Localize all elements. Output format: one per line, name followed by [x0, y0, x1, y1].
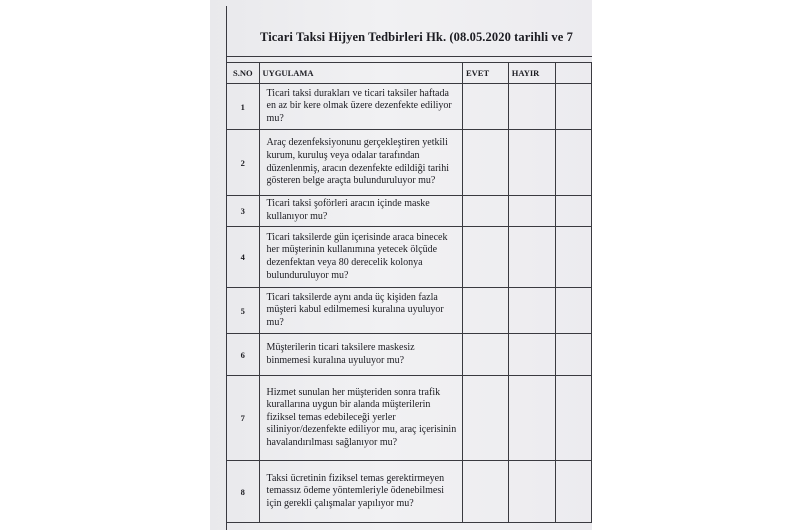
column-header-evet: EVET — [463, 63, 509, 84]
document-title: Ticari Taksi Hijyen Tedbirleri Hk. (08.05.2020 tarihli ve 7 — [260, 30, 573, 44]
evet-checkbox-cell[interactable] — [463, 376, 509, 461]
evet-checkbox-cell[interactable] — [463, 288, 509, 334]
evet-checkbox-cell[interactable] — [463, 334, 509, 376]
row-question: Hizmet sunulan her müşteriden sonra trafik kurallarına uygun bir alanda müşterilerin fiziksel temas edebileceği yerler siliniyor/dezenfekte ediliyor mu, araç içerisinin havalandırılması sağlanıyor mu? — [259, 376, 462, 461]
evet-checkbox-cell[interactable] — [463, 227, 509, 288]
row-number: 6 — [227, 334, 260, 376]
evet-checkbox-cell[interactable] — [463, 461, 509, 523]
extra-cell — [555, 84, 591, 130]
row-question: Ticari taksi şoförleri aracın içinde maske kullanıyor mu? — [259, 196, 462, 227]
column-header-extra — [555, 63, 591, 84]
extra-cell — [555, 334, 591, 376]
table-row — [227, 288, 592, 334]
row-number: 3 — [227, 196, 260, 227]
hayir-checkbox-cell[interactable] — [508, 288, 555, 334]
row-number: 2 — [227, 130, 260, 196]
table-row — [227, 84, 592, 130]
row-number: 4 — [227, 227, 260, 288]
row-question: Ticari taksilerde gün içerisinde araca binecek her müşterinin kullanımına yetecek ölçüde dezenfektan veya 80 derecelik kolonya bulunduruluyor mu? — [259, 227, 462, 288]
row-question: Araç dezenfeksiyonunu gerçekleştiren yetkili kurum, kuruluş veya odalar tarafından düzenlenmiş, aracın dezenfekte edildiği tarihi gösteren belge araçta bulunduruluyor mu? — [259, 130, 462, 196]
column-header-uygulama: UYGULAMA — [259, 63, 462, 84]
table-row — [227, 461, 592, 523]
hayir-checkbox-cell[interactable] — [508, 227, 555, 288]
hayir-checkbox-cell[interactable] — [508, 130, 555, 196]
title-underline — [226, 56, 592, 57]
table-row — [227, 227, 592, 288]
row-question: Müşterilerin ticari taksilere maskesiz binmemesi kuralına uyuluyor mu? — [259, 334, 462, 376]
extra-cell — [555, 376, 591, 461]
column-header-hayir: HAYIR — [508, 63, 555, 84]
table-row — [227, 130, 592, 196]
table-row — [227, 334, 592, 376]
row-number: 5 — [227, 288, 260, 334]
row-number: 7 — [227, 376, 260, 461]
extra-cell — [555, 288, 591, 334]
hayir-checkbox-cell[interactable] — [508, 376, 555, 461]
evet-checkbox-cell[interactable] — [463, 84, 509, 130]
hayir-checkbox-cell[interactable] — [508, 334, 555, 376]
extra-cell — [555, 130, 591, 196]
checklist-table — [226, 62, 592, 523]
row-question: Ticari taksi durakları ve ticari taksiler haftada en az bir kere olmak üzere dezenfekte ediliyor mu? — [259, 84, 462, 130]
evet-checkbox-cell[interactable] — [463, 130, 509, 196]
extra-cell — [555, 461, 591, 523]
document-paper — [210, 0, 592, 530]
extra-cell — [555, 196, 591, 227]
extra-cell — [555, 227, 591, 288]
hayir-checkbox-cell[interactable] — [508, 84, 555, 130]
table-row — [227, 376, 592, 461]
hayir-checkbox-cell[interactable] — [508, 461, 555, 523]
row-number: 1 — [227, 84, 260, 130]
column-header-sno: S.NO — [227, 63, 260, 84]
header-row — [227, 63, 592, 84]
row-question: Taksi ücretinin fiziksel temas gerektirmeyen temassız ödeme yöntemleriyle ödenebilmesi için gerekli çalışmalar yapılıyor mu? — [259, 461, 462, 523]
table-row — [227, 196, 592, 227]
hayir-checkbox-cell[interactable] — [508, 196, 555, 227]
row-number: 8 — [227, 461, 260, 523]
evet-checkbox-cell[interactable] — [463, 196, 509, 227]
row-question: Ticari taksilerde aynı anda üç kişiden fazla müşteri kabul edilmemesi kuralına uyuluyor mu? — [259, 288, 462, 334]
